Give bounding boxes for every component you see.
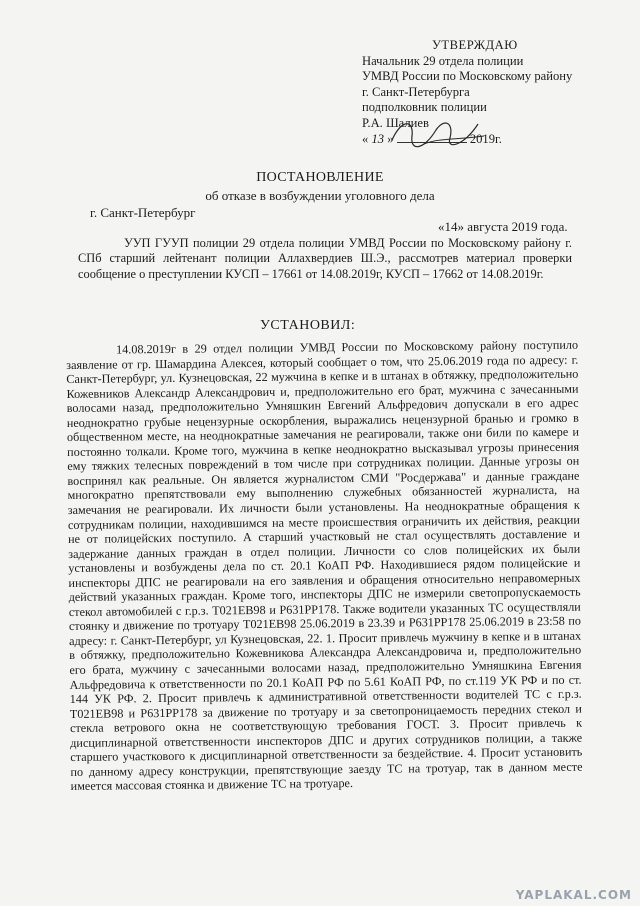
approval-block	[362, 38, 622, 147]
approval-line: подполковник полиции	[362, 100, 487, 115]
sign-date-suffix: »	[387, 131, 394, 146]
document-subtitle: об отказе в возбуждении уголовного дела	[205, 188, 435, 203]
body-paragraph: 14.08.2019г в 29 отдел полиции УМВД России по Московскому району поступило заявление от гр. Шамардина Алексея, который сообщает о том, что 25.06.2019 года по адресу: г. Санкт-Петербург, ул. Кузнецовская, 22 мужчина в кепке и в штанах в обтяжку, предположительно Кожевников Александр Александрович и, предположительно его брат, мужчина с зачесанными волосами назад, предположительно Умняшкин Евгений Альфредович допускали в его адрес неоднократно грубые нецензурные оскорбления, выражались нецензурной бранью и громко в общественном месте, на неоднократные замечания не реагировали, также они били по камере и постоянно толкали. Кроме того, мужчина в кепке неоднократно высказывал угрозы принесения ему тяжких телесных повреждений в том числе при сотрудниках полиции. Данные угрозы он воспринял как реальные. Он является журналистом СМИ "Росдержава" и данные граждане многократно препятствовали ему выполнению служебных обязанностей журналиста, на замечания не реагировали. Их личности были установлены. На неоднократные обращения к сотрудникам полиции, находившимся на месте происшествия ограничить их действия, реакции не от полицейских поступило. А старший участковый не стал осуществлять доставление и задержание данных граждан в отдел полиции. Личности со слов полицейских их были установлены и возбуждены дела по ст. 20.1 КоАП РФ. Находившиеся рядом полицейские и инспекторы ДПС не реагировали на его заявления и обращения относительно неправомерных действий указанных граждан. Кроме того, инспекторы ДПС не измерили светопропускаемость стекол автомобилей с г.р.з. Т021ЕВ98 и Р631РР178. Также водители указанных ТС осуществляли стоянку и движение по тротуару Т021ЕВ98 25.06.2019 в 23.39 и Р631РР178 25.06.2019 в 23:58 по адресу: г. Санкт-Петербург, ул Кузнецовская, 22. 1. Просит привлечь мужчину в кепке и в штанах в обтяжку, предположительно Кожевникова Александра Александровича и, предположительно его брата, мужчину с зачесанными волосами назад, предположительно Умняшкина Евгения Альфредовича к ответственности по 20.1 КоАП РФ по 5.61 КоАП РФ, по ст.119 УК РФ и по ст. 144 УК РФ. 2. Просит привлечь к административной ответственности водителей ТС с г.р.з. Т021ЕВ98 и Р631РР178 за движение по тротуару и за светопроницаемость передних стекол и стекла ветрового окна не соответствующую требования ГОСТ. 3. Просит привлечь к дисциплинарной ответственности инспекторов ДПС и других сотрудников полиции, а также старшего участкового к дисциплинарной ответственности за бездействие. 4. Просит установить по данному адресу конструкции, препятствующие заезду ТС на тротуар, так в данном месте имеется массовая стоянка и движение ТС на тротуаре.	[66, 337, 583, 794]
watermark: YAPLAKAL.COM	[515, 888, 632, 902]
approval-line: УМВД России по Московскому району	[362, 69, 573, 84]
document-title: ПОСТАНОВЛЕНИЕ	[256, 170, 384, 185]
intro-paragraph: УУП ГУУП полиции 29 отдела полиции УМВД России по Московскому району г. СПб старший лейтенант полиции Аллахвердиев Ш.Э., рассмотрев материал проверки сообщение о преступлении КУСП – 17661 от 14.08.2019г, КУСП – 17662 от 14.08.2019г.	[78, 236, 572, 281]
established-heading: УСТАНОВИЛ:	[260, 318, 356, 333]
document-date: «14» августа 2019 года.	[438, 219, 568, 234]
approval-sign-date	[362, 132, 622, 148]
approval-line: Начальник 29 отдела полиции	[362, 53, 524, 68]
approval-line: Р.А. Шалиев	[362, 115, 429, 130]
sign-year: 2019г.	[469, 131, 502, 146]
approval-line: г. Санкт-Петербурга	[362, 84, 470, 99]
signature-mark	[384, 110, 494, 156]
sign-date-prefix: «	[362, 131, 369, 146]
document-city: г. Санкт-Петербург	[90, 205, 196, 220]
sign-date-day: 13	[371, 131, 385, 146]
approval-heading: УТВЕРЖДАЮ	[432, 38, 518, 52]
